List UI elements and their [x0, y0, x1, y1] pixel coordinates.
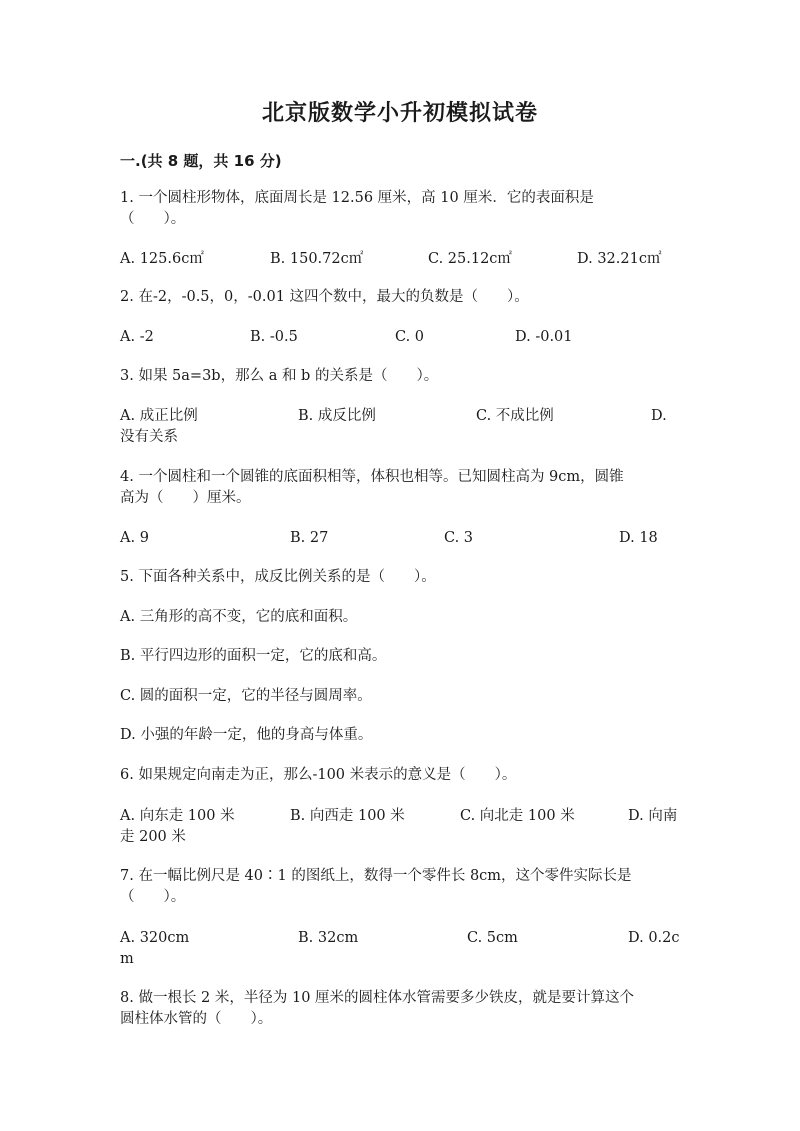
question-6-stem-line-1: 6. 如果规定向南走为正，那么-100 米表示的意义是（ ）。	[120, 767, 517, 783]
question-6-option-c: C. 向北走 100 米	[460, 808, 575, 824]
question-3-option-d: D.	[651, 408, 667, 424]
question-2-option-c: C. 0	[395, 329, 425, 345]
question-6-option-d-wrap: 走 200 米	[120, 829, 186, 845]
question-7-option-a: A. 320cm	[120, 930, 190, 946]
question-6-option-d: D. 向南	[628, 808, 678, 824]
question-5-option-b: B. 平行四边形的面积一定，它的底和高。	[120, 648, 387, 664]
question-4-option-d: D. 18	[619, 530, 658, 546]
question-1-stem-line-2: （ ）。	[120, 211, 186, 227]
question-3-stem-line-1: 3. 如果 5a=3b，那么 a 和 b 的关系是（ ）。	[120, 368, 439, 384]
question-1-option-c: C. 25.12c㎡	[428, 251, 512, 267]
question-2-option-b: B. -0.5	[250, 329, 298, 345]
question-5-stem-line-1: 5. 下面各种关系中，成反比例关系的是（ ）。	[120, 569, 436, 585]
question-4-option-a: A. 9	[120, 530, 149, 546]
question-6-option-a: A. 向东走 100 米	[120, 808, 235, 824]
question-3-option-c: C. 不成比例	[476, 408, 554, 424]
question-6-option-b: B. 向西走 100 米	[290, 808, 405, 824]
question-3-option-d-wrap: 没有关系	[120, 429, 178, 445]
question-8-stem-line-2: 圆柱体水管的（ ）。	[120, 1011, 273, 1027]
question-2-stem-line-1: 2. 在-2，-0.5，0，-0.01 这四个数中，最大的负数是（ ）。	[120, 289, 529, 305]
question-4-option-b: B. 27	[290, 530, 329, 546]
question-4-stem-line-1: 4. 一个圆柱和一个圆锥的底面积相等，体积也相等。已知圆柱高为 9cm，圆锥	[120, 469, 624, 485]
question-5-option-c: C. 圆的面积一定，它的半径与圆周率。	[120, 688, 372, 704]
question-1-option-a: A. 125.6c㎡	[120, 251, 204, 267]
question-3-option-b: B. 成反比例	[298, 408, 376, 424]
question-7-stem-line-1: 7. 在一幅比例尺是 40∶1 的图纸上，数得一个零件长 8cm，这个零件实际长是	[120, 868, 632, 884]
question-1-stem-line-1: 1. 一个圆柱形物体，底面周长是 12.56 厘米，高 10 厘米．它的表面积是	[120, 190, 594, 206]
question-7-option-d: D. 0.2c	[628, 930, 680, 946]
page-title: 北京版数学小升初模拟试卷	[261, 101, 538, 126]
question-8-stem-line-1: 8. 做一根长 2 米，半径为 10 厘米的圆柱体水管需要多少铁皮，就是要计算这个	[120, 990, 635, 1006]
question-7-option-c: C. 5cm	[467, 930, 518, 946]
question-5-option-d: D. 小强的年龄一定，他的身高与体重。	[120, 727, 373, 743]
question-3-option-a: A. 成正比例	[120, 408, 198, 424]
question-1-option-d: D. 32.21c㎡	[577, 251, 662, 267]
question-2-option-a: A. -2	[120, 329, 154, 345]
question-7-stem-line-2: （ ）。	[120, 889, 186, 905]
question-4-stem-line-2: 高为（ ）厘米。	[120, 490, 251, 506]
question-1-option-b: B. 150.72c㎡	[270, 251, 364, 267]
question-7-option-b: B. 32cm	[298, 930, 359, 946]
question-5-option-a: A. 三角形的高不变，它的底和面积。	[120, 609, 358, 625]
question-4-option-c: C. 3	[444, 530, 474, 546]
question-7-option-d-wrap: m	[120, 951, 134, 967]
section-header: 一.(共 8 题，共 16 分)	[120, 152, 282, 170]
question-2-option-d: D. -0.01	[515, 329, 573, 345]
